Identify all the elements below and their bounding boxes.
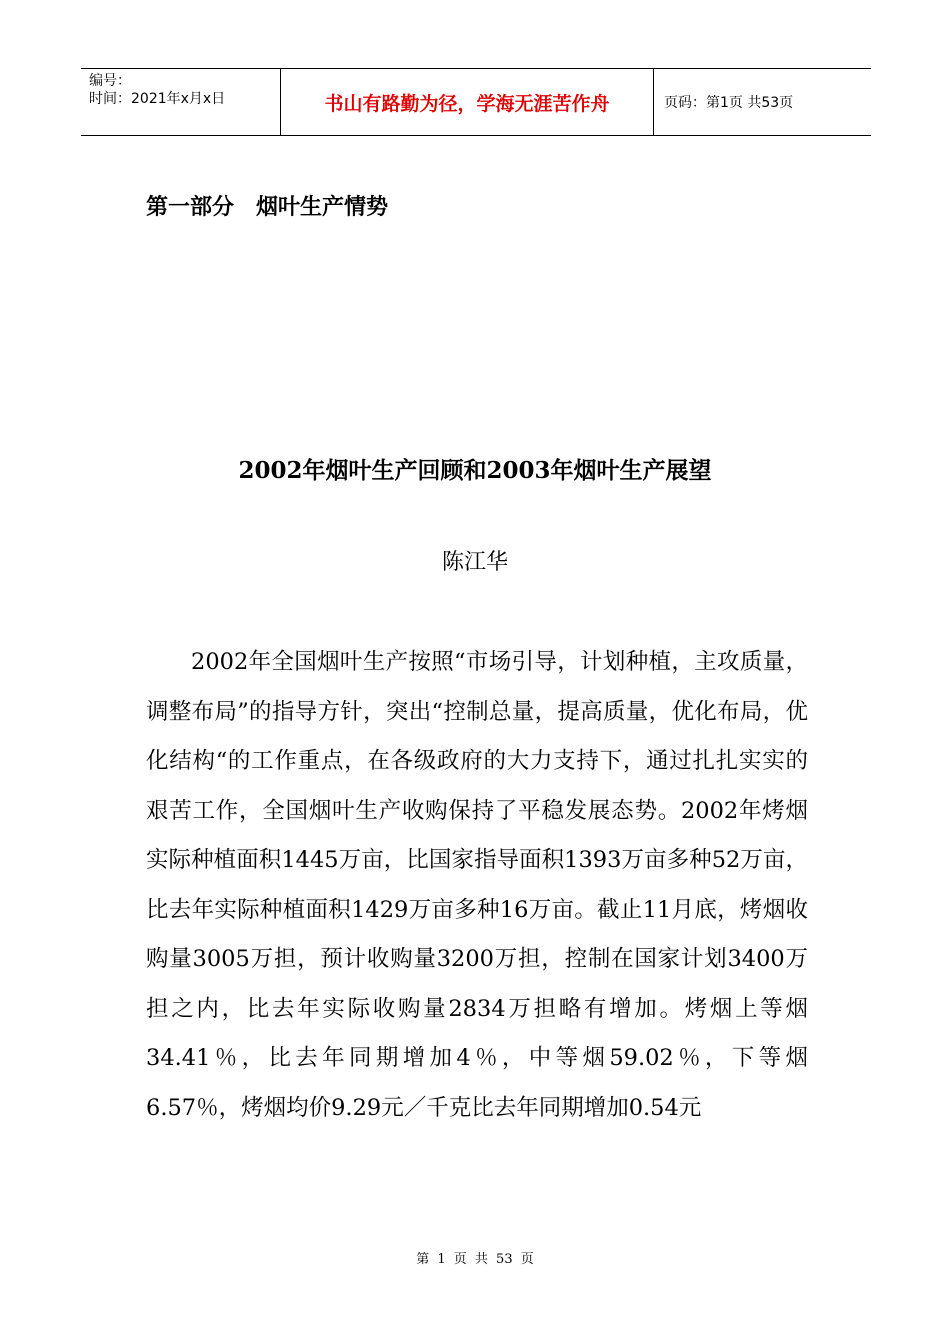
author: 陈江华 — [441, 550, 508, 575]
part-title: 第一部分 烟叶生产情势 — [146, 195, 389, 220]
number-label: 编号： — [89, 73, 131, 89]
header-meta-cell — [81, 69, 281, 135]
header-page-info: 页码：第1页 共53页 — [664, 95, 794, 111]
header-motto: 书山有路勤为径，学海无涯苦作舟 — [281, 69, 654, 135]
time-label: 时间：2021年x月x日 — [89, 91, 226, 107]
header-table — [81, 68, 871, 136]
document-title: 2002年烟叶生产回顾和2003年烟叶生产展望 — [238, 457, 712, 484]
page-footer: 第 1 页 共 53 页 — [416, 1252, 534, 1267]
body-paragraph: 2002年全国烟叶生产按照“市场引导，计划种植，主攻质量，调整布局”的指导方针，突出“控制总量，提高质量，优化布局，优化结构“的工作重点，在各级政府的大力支持下，通过扎扎实实的艰苦工作，全国烟叶生产收购保持了平稳发展态势。2002年烤烟实际种植面积1445万亩，比国家指导面积1393万亩多种52万亩，比去年实际种植面积1429万亩多种16万亩。截止11月底，烤烟收购量3005万担，预计收购量3200万担，控制在国家计划3400万担之内，比去年实际收购量2834万担略有增加。烤烟上等烟34.41％，比去年同期增加4％，中等烟59.02％，下等烟6.57％，烤烟均价9.29元／千克比去年同期增加0.54元 — [146, 649, 808, 1121]
